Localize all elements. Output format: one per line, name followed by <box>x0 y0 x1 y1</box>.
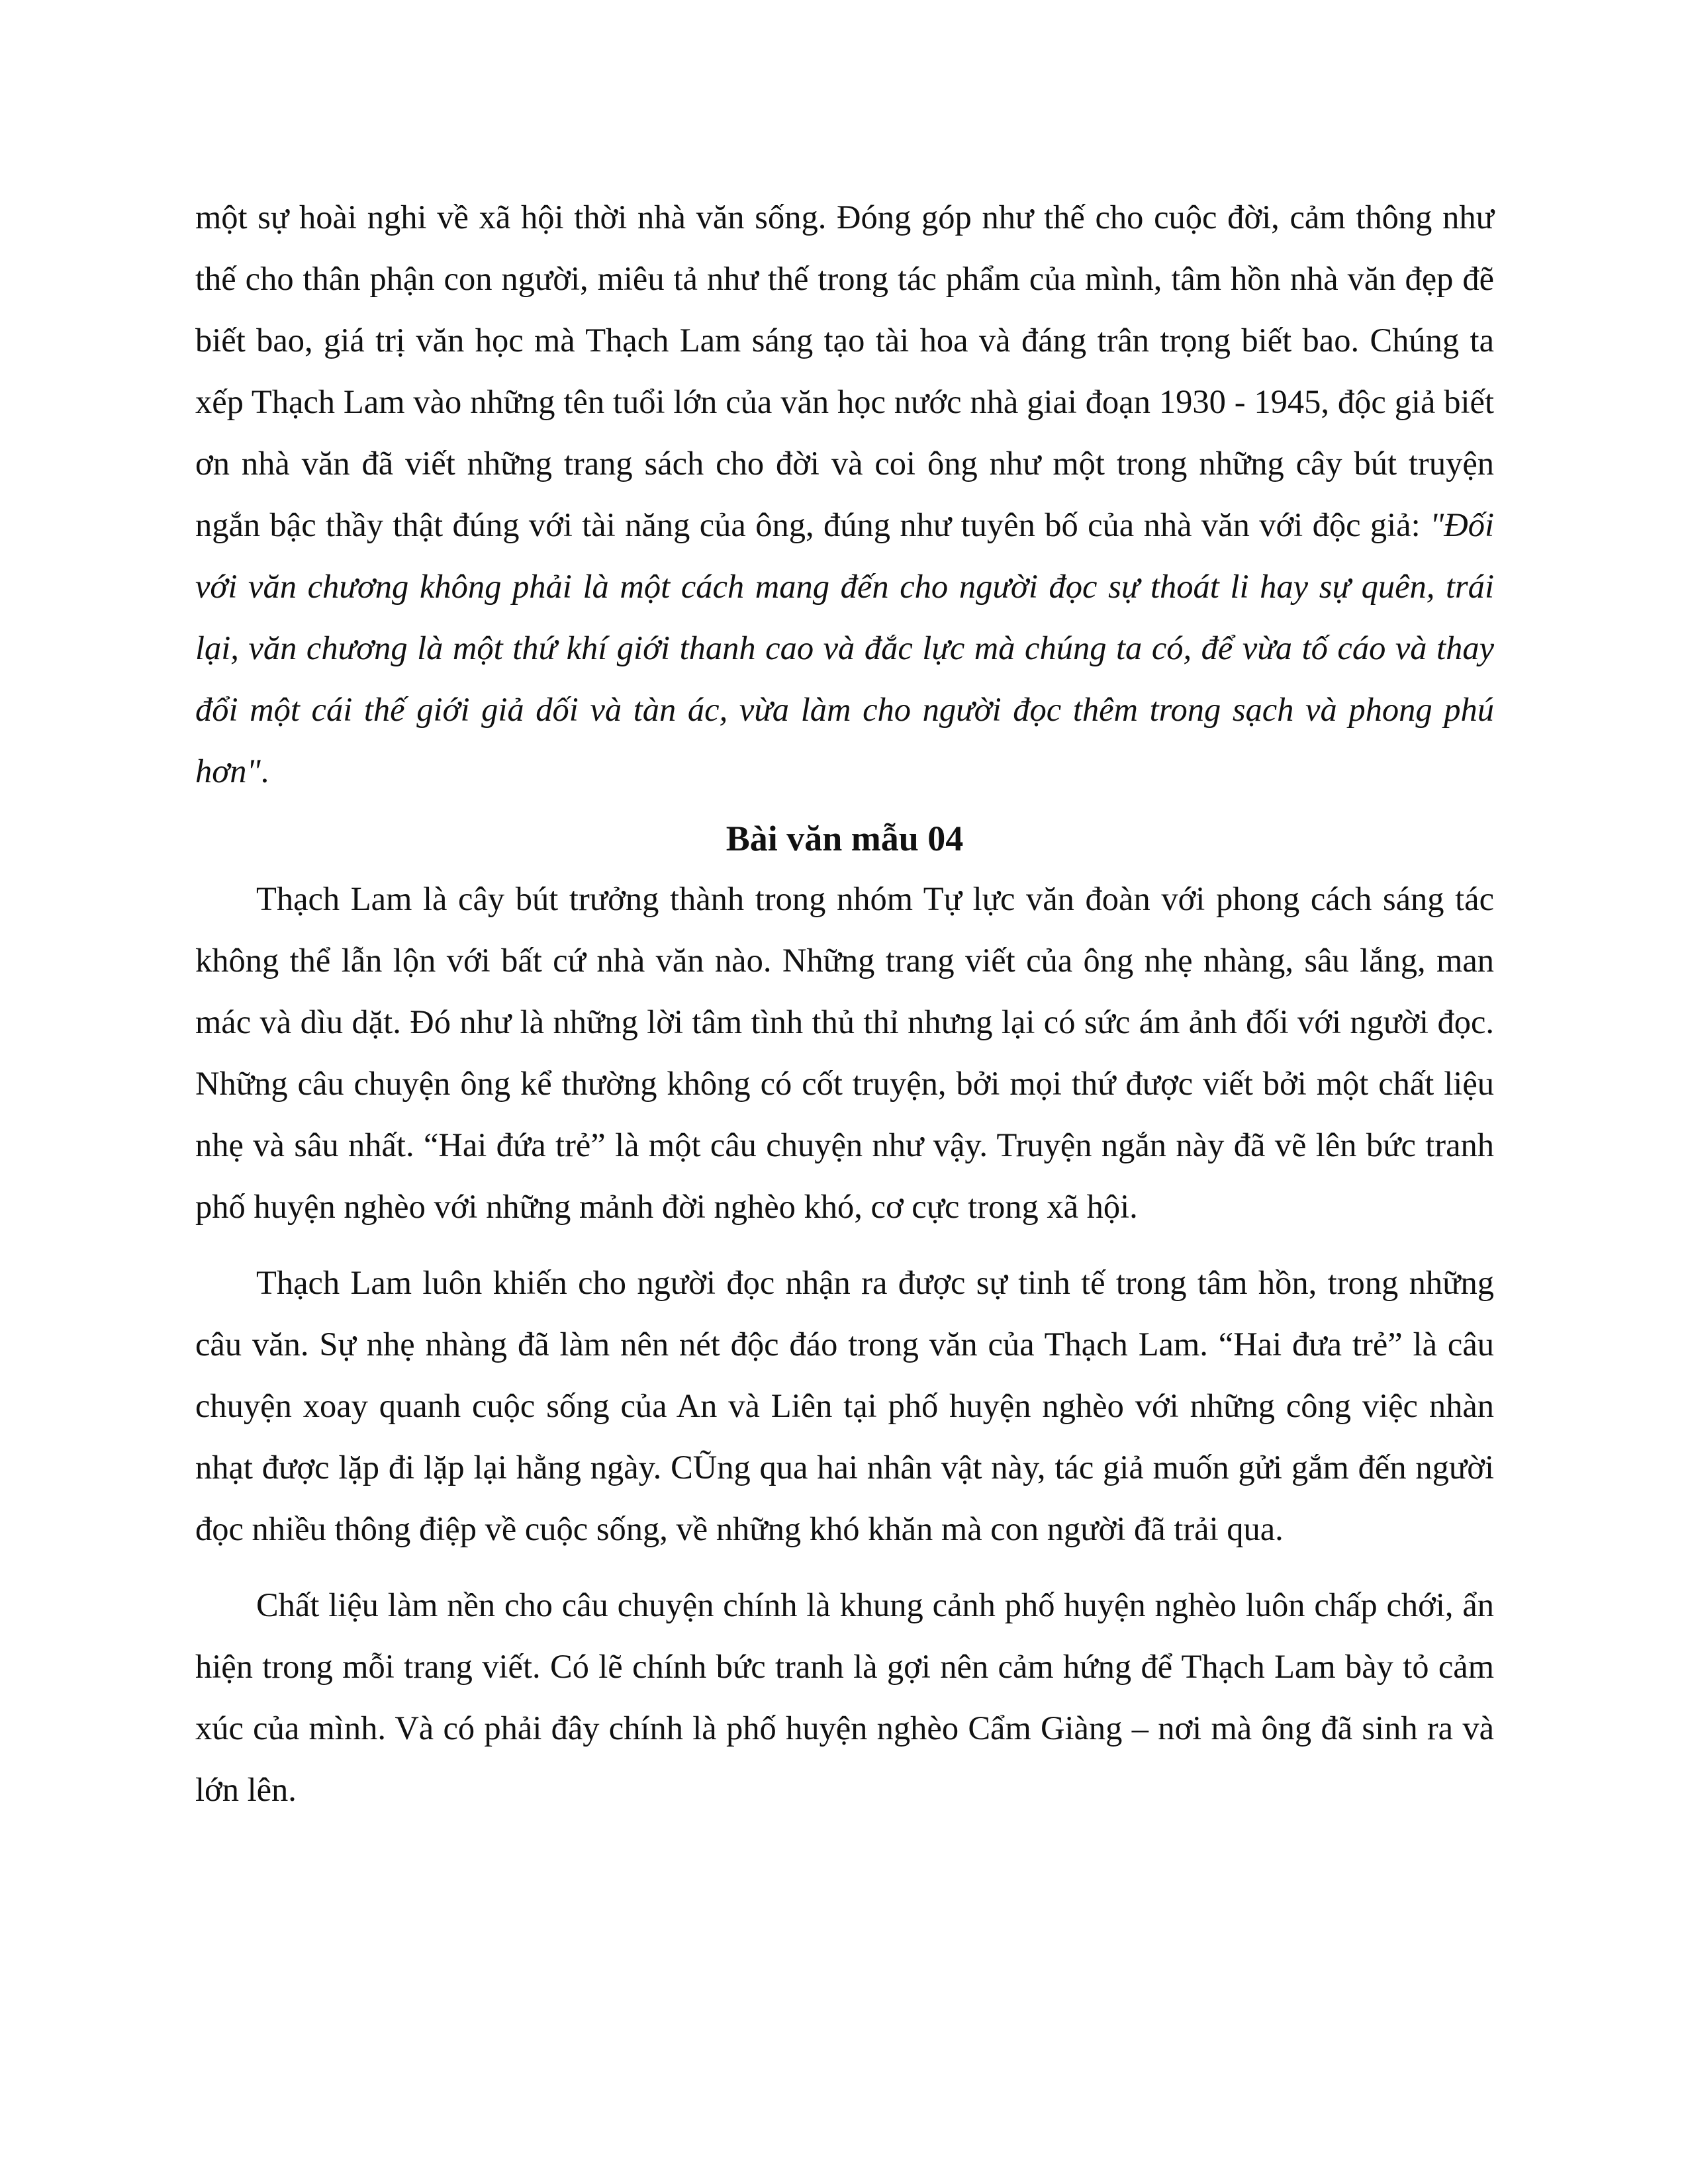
paragraph-setting: Chất liệu làm nền cho câu chuyện chính là khung cảnh phố huyện nghèo luôn chấp chới, ẩn hiện trong mỗi trang viết. Có lẽ chính bức tranh là gợi nên cảm hứng để Thạch Lam bày tỏ cảm xúc của mình. Và có phải đây chính là phố huyện nghèo Cẩm Giàng – nơi mà ông đã sinh ra và lớn lên. <box>195 1586 1494 1808</box>
paragraph-end: . <box>260 752 269 790</box>
paragraph-intro: Thạch Lam là cây bút trưởng thành trong nhóm Tự lực văn đoàn với phong cách sáng tác không thể lẫn lộn với bất cứ nhà văn nào. Những trang viết của ông nhẹ nhàng, sâu lắng, man mác và dìu dặt. Đó như là những lời tâm tình thủ thỉ nhưng lại có sức ám ảnh đối với người đọc. Những câu chuyện ông kể thường không có cốt truyện, bởi mọi thứ được viết bởi một chất liệu nhẹ và sâu nhất. “Hai đứa trẻ” là một câu chuyện như vậy. Truyện ngắn này đã vẽ lên bức tranh phố huyện nghèo với những mảnh đời nghèo khó, cơ cực trong xã hội. <box>195 880 1494 1225</box>
paragraph-characters: Thạch Lam luôn khiến cho người đọc nhận ra được sự tinh tế trong tâm hồn, trong những câu văn. Sự nhẹ nhàng đã làm nên nét độc đáo trong văn của Thạch Lam. “Hai đưa trẻ” là câu chuyện xoay quanh cuộc sống của An và Liên tại phố huyện nghèo với những công việc nhàn nhạt được lặp đi lặp lại hằng ngày. CŨng qua hai nhân vật này, tác giả muốn gửi gắm đến người đọc nhiều thông điệp về cuộc sống, về những khó khăn mà con người đã trải qua. <box>195 1264 1494 1547</box>
document-body <box>195 187 1494 1835</box>
paragraph-continuation <box>195 187 1494 802</box>
quote-text: "Đối với văn chương không phải là một cách mang đến cho người đọc sự thoát li hay sự quên, trái lại, văn chương là một thứ khí giới thanh cao và đắc lực mà chúng ta có, để vừa tố cáo và thay đổi một cái thế giới giả dối và tàn ác, vừa làm cho người đọc thêm trong sạch và phong phú hơn" <box>195 506 1494 790</box>
section-heading: Bài văn mẫu 04 <box>726 819 964 858</box>
paragraph-text: một sự hoài nghi về xã hội thời nhà văn sống. Đóng góp như thế cho cuộc đời, cảm thông như thế cho thân phận con người, miêu tả như thế trong tác phẩm của mình, tâm hồn nhà văn đẹp đẽ biết bao, giá trị văn học mà Thạch Lam sáng tạo tài hoa và đáng trân trọng biết bao. Chúng ta xếp Thạch Lam vào những tên tuổi lớn của văn học nước nhà giai đoạn 1930 - 1945, độc giả biết ơn nhà văn đã viết những trang sách cho đời và coi ông như một trong những cây bút truyện ngắn bậc thầy thật đúng với tài năng của ông, đúng như tuyên bố của nhà văn với độc giả: <box>195 199 1494 543</box>
